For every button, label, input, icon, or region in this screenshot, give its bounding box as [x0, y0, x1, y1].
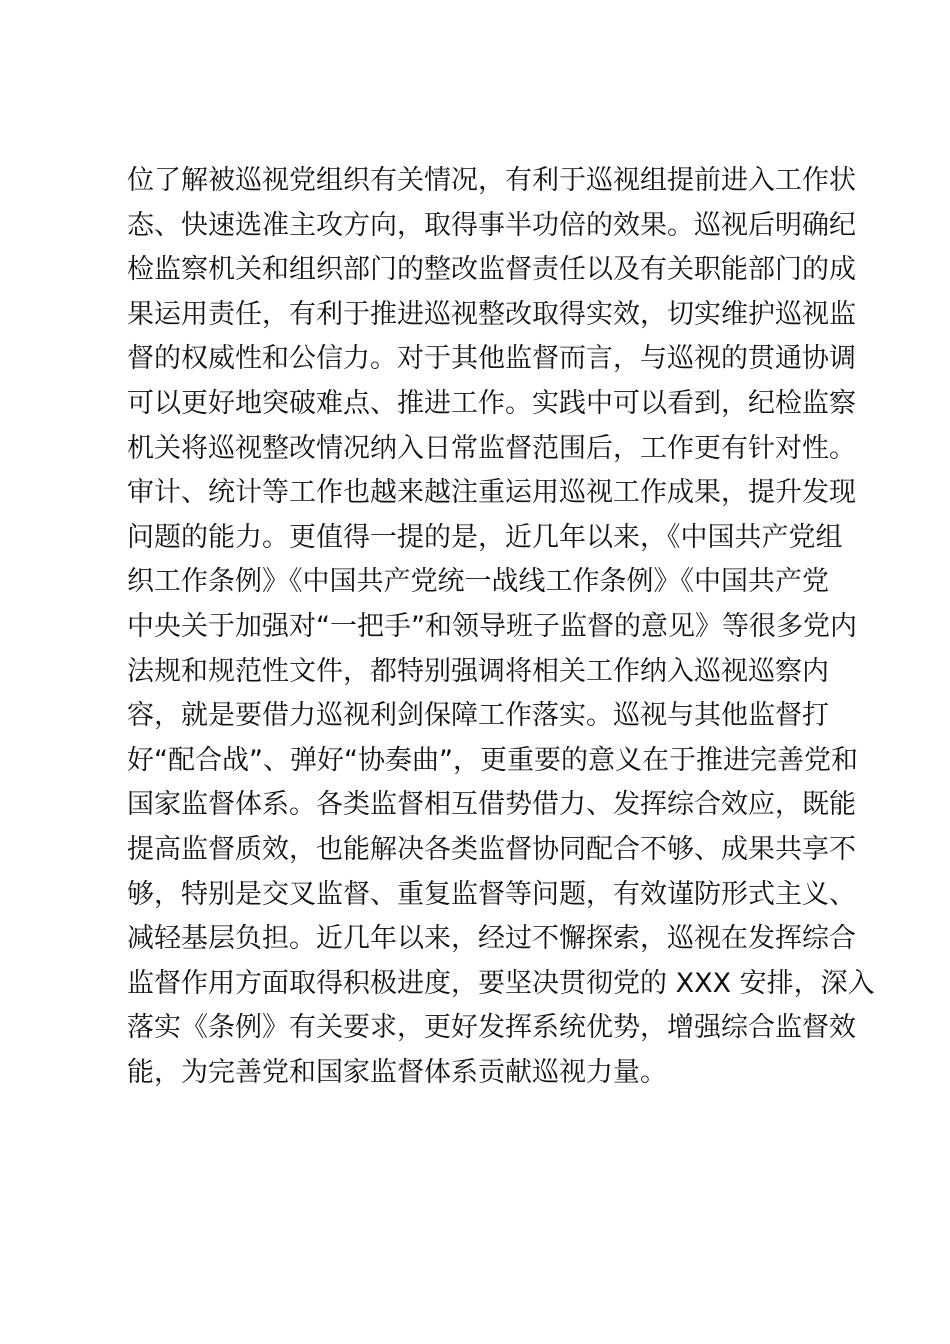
- text-line: 问题的能力。更值得一提的是，近几年以来，《中国共产党组: [127, 521, 843, 553]
- text-line: 能，为完善党和国家监督体系贡献巡视力量。: [127, 1056, 667, 1088]
- text-line: 可以更好地突破难点、推进工作。实践中可以看到，纪检监察: [127, 387, 856, 419]
- text-line: 机关将巡视整改情况纳入日常监督范围后，工作更有针对性。: [127, 432, 856, 464]
- text-line: 监督作用方面取得积极进度，要坚决贯彻党的 XXX 安排，深入: [127, 967, 875, 999]
- text-line: 容，就是要借力巡视利剑保障工作落实。巡视与其他监督打: [127, 700, 829, 732]
- text-line: 够，特别是交叉监督、重复监督等问题，有效谨防形式主义、: [127, 878, 856, 910]
- body-paragraph: [127, 159, 875, 1095]
- text-line: 位了解被巡视党组织有关情况，有利于巡视组提前进入工作状: [127, 165, 856, 196]
- text-line: 审计、统计等工作也越来越注重运用巡视工作成果，提升发现: [127, 477, 856, 509]
- text-line: 果运用责任，有利于推进巡视整改取得实效，切实维护巡视监: [127, 298, 856, 330]
- text-line: 好“配合战”、弹好“协奏曲”，更重要的意义在于推进完善党和: [127, 744, 858, 776]
- text-line: 检监察机关和组织部门的整改监督责任以及有关职能部门的成: [127, 254, 856, 286]
- text-line: 织工作条例》《中国共产党统一战线工作条例》《中国共产党: [127, 566, 829, 598]
- text-line: 中央关于加强对“一把手”和领导班子监督的意见》等很多党内: [127, 610, 857, 642]
- text-line: 法规和规范性文件，都特别强调将相关工作纳入巡视巡察内: [127, 655, 829, 687]
- text-line: 减轻基层负担。近几年以来，经过不懈探索，巡视在发挥综合: [127, 923, 856, 955]
- text-line: 督的权威性和公信力。对于其他监督而言，与巡视的贯通协调: [127, 343, 856, 375]
- text-line: 态、快速选准主攻方向，取得事半功倍的效果。巡视后明确纪: [127, 209, 856, 241]
- text-line: 提高监督质效，也能解决各类监督协同配合不够、成果共享不: [127, 833, 856, 865]
- text-line: 国家监督体系。各类监督相互借势借力、发挥综合效应，既能: [127, 789, 856, 821]
- text-line: 落实《条例》有关要求，更好发挥系统优势，增强综合监督效: [127, 1012, 856, 1044]
